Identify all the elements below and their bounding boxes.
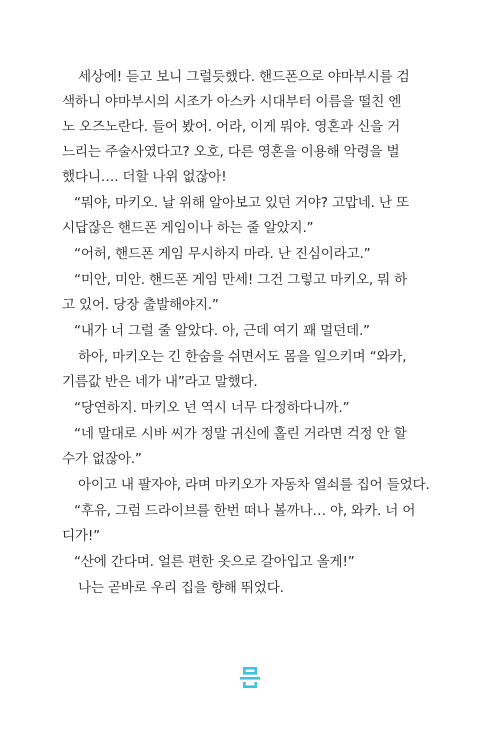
paragraph-line: 느리는 주술사였다고? 오호, 다른 영혼을 이용해 악령을 벌 (62, 144, 400, 160)
paragraph-line: 아이고 내 팔자야, 라며 마키오가 자동차 열쇠를 집어 들었다. (78, 477, 430, 493)
dialogue-line: “뭐야, 마키오. 날 위해 알아보고 있던 거야? 고맙네. 난 또 (74, 195, 409, 211)
dialogue-line: “내가 너 그럴 줄 알았다. 아, 근데 여기 꽤 멀던데.” (74, 323, 370, 339)
dialogue-line: “후유, 그럼 드라이브를 한번 떠나 볼까나… 야, 와카. 너 어 (74, 503, 416, 519)
paragraph-line: 색하니 야마부시의 시조가 아스카 시대부터 이름을 떨친 엔 (62, 94, 402, 110)
paragraph-line: 세상에! 듣고 보니 그럴듯했다. 핸드폰으로 야마부시를 검 (78, 69, 410, 85)
dialogue-line: “당연하지. 마키오 넌 역시 너무 다정하다니까.” (74, 400, 350, 416)
logo-mid-bar (243, 672, 257, 675)
logo-base-bar (240, 677, 260, 680)
dialogue-line: “어허, 핸드폰 게임 무시하지 마라. 난 진심이라고.” (74, 246, 371, 262)
paragraph-line: 노 오즈노란다. 들어 봤어. 어라, 이게 뭐야. 영혼과 신을 거 (62, 119, 401, 135)
logo-bottom-bar (243, 685, 257, 688)
dialogue-line: “네 말대로 시바 씨가 정말 귀신에 홀린 거라면 걱정 안 할 (74, 426, 407, 442)
paragraph-line: 나는 곧바로 우리 집을 향해 뛰었다. (78, 580, 284, 596)
dialogue-line: 디가!” (62, 528, 100, 544)
dialogue-line: 시답잖은 핸드폰 게임이나 하는 줄 알았지.” (62, 220, 314, 236)
paragraph-line: 했다니…. 더할 나위 없잖아! (62, 169, 227, 185)
dialogue-line: 수가 없잖아.” (62, 451, 142, 467)
paragraph-line: 하아, 마키오는 긴 한숨을 쉬면서도 몸을 일으키며 “와카, (78, 349, 407, 365)
dialogue-line: “산에 간다며. 얼른 편한 옷으로 갈아입고 올게!” (74, 554, 355, 570)
publisher-logo-icon (240, 666, 260, 688)
dialogue-line: “미안, 미안. 핸드폰 게임 만세! 그건 그렇고 마키오, 뭐 하 (74, 272, 408, 288)
dialogue-line: 고 있어. 당장 출발해야지.” (62, 297, 219, 313)
paragraph-line: 기름값 반은 네가 내”라고 말했다. (62, 374, 258, 390)
